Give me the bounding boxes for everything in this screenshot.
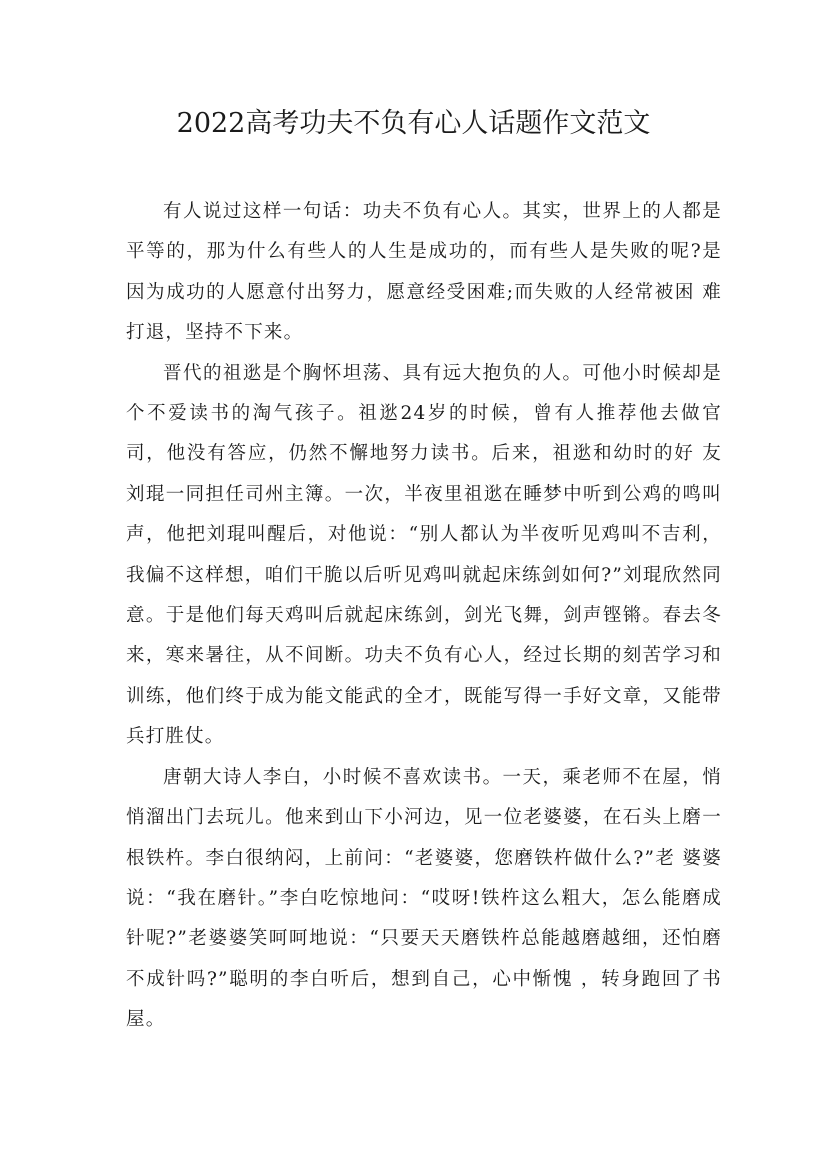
document-body	[126, 192, 722, 1041]
paragraph-zuti: 晋代的祖逖是个胸怀坦荡、具有远大抱负的人。可他小时候却是个不爱读书的淘气孩子。祖逖24岁的时候，曾有人推荐他去做官司，他没有答应，仍然不懈地努力读书。后来，祖逖和幼时的好 友刘琨一同担任司州主簿。一次，半夜里祖逖在睡梦中听到公鸡的鸣叫声，他把刘琨叫醒后，对他说：“别人都认为半夜听见鸡叫不吉利，我偏不这样想，咱们干脆以后听见鸡叫就起床练剑如何?”刘琨欣然同意。于是他们每天鸡叫后就起床练剑，剑光飞舞，剑声铿锵。春去冬来，寒来暑往，从不间断。功夫不负有心人，经过长期的刻苦学习和训练，他们终于成为能文能武的全才，既能写得一手好文章，又能带兵打胜仗。	[126, 362, 722, 748]
document-title: 2022高考功夫不负有心人话题作文范文	[176, 108, 651, 139]
paragraph-libai: 唐朝大诗人李白，小时候不喜欢读书。一天，乘老师不在屋，悄悄溜出门去玩儿。他来到山下小河边，见一位老婆婆，在石头上磨一根铁杵。李白很纳闷，上前问：“老婆婆，您磨铁杵做什么?”老 婆婆说：“我在磨针。”李白吃惊地问：“哎呀!铁杵这么粗大，怎么能磨成针呢?”老婆婆笑呵呵地说：“只要天天磨铁杵总能越磨越细，还怕磨不成针吗?”聪明的李白听后，想到自己，心中惭愧 ，转身跑回了书屋。	[126, 766, 722, 1031]
paragraph-intro: 有人说过这样一句话：功夫不负有心人。其实，世界上的人都是平等的，那为什么有些人的人生是成功的，而有些人是失败的呢?是因为成功的人愿意付出努力，愿意经受困难;而失败的人经常被困 难打退，坚持不下来。	[126, 201, 722, 344]
